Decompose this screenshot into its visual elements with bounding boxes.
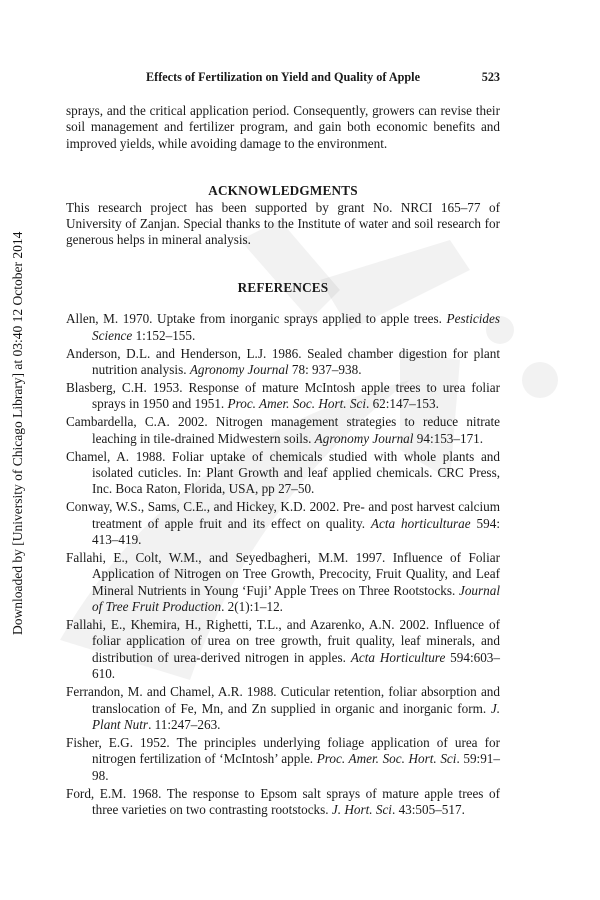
reference-text: Fallahi, E., Khemira, H., Righetti, T.L., and Azarenko, A.N. 2002. Influence of foliar application of urea on tree growth, fruit quality, leaf minerals, and distribution of urea-derived nitrogen in apples. <box>66 617 500 665</box>
reference-volume-pages: . 62:147–153. <box>365 396 439 412</box>
reference-volume-pages: 78: 937–938. <box>288 361 362 377</box>
reference-journal: Agronomy Journal <box>189 361 289 377</box>
reference-text: Ferrandon, M. and Chamel, A.R. 1988. Cuticular retention, foliar absorption and translocation of Fe, Mn, and Zn supplied in organic and inorganic form. <box>66 684 500 716</box>
reference-text: Cambardella, C.A. 2002. Nitrogen management strategies to reduce nitrate leaching in tile-drained Midwestern soils. <box>66 414 500 446</box>
page-body <box>66 103 500 820</box>
running-title: Effects of Fertilization on Yield and Quality of Apple <box>146 70 420 84</box>
intro-paragraph: sprays, and the critical application period. Consequently, growers can revise their soil management and fertilizer program, and gain both economic benefits and improved yields, while avoiding damage to the environment. <box>66 103 500 151</box>
reference-text: Ford, E.M. 1968. The response to Epsom salt sprays of mature apple trees of three varieties on two contrasting rootstocks. <box>66 785 500 818</box>
reference-volume-pages: . 59:91–98. <box>92 751 500 783</box>
reference-volume-pages: . 11:247–263. <box>148 717 221 732</box>
reference-journal: Proc. Amer. Soc. Hort. Sci <box>316 751 457 767</box>
reference-volume-pages: . 2(1):1–12. <box>221 599 283 615</box>
reference-entry <box>66 346 500 379</box>
reference-volume-pages: 94:153–171. <box>413 430 484 446</box>
reference-entry <box>66 499 500 548</box>
download-stamp: Downloaded by [University of Chicago Library] at 03:40 12 October 2014 <box>10 231 25 635</box>
reference-text: Blasberg, C.H. 1953. Response of mature McIntosh apple trees to urea foliar sprays in 1950 and 1951. <box>66 379 500 412</box>
reference-entry <box>66 380 500 413</box>
reference-entry <box>66 684 500 733</box>
reference-entry <box>66 786 500 819</box>
reference-entry <box>66 550 500 616</box>
reference-journal: Pesticides Science <box>92 311 500 343</box>
reference-journal: J. Plant Nutr <box>92 700 500 732</box>
reference-text: Fallahi, E., Colt, W.M., and Seyedbagheri, M.M. 1997. Influence of Foliar Application of Nitrogen on Tree Growth, Precocity, Fruit Quality, and Leaf Mineral Nutrients in Young ‘Fuji’ Apple Trees on Three Rootstocks. <box>66 549 500 598</box>
reference-entry <box>66 735 500 784</box>
reference-volume-pages: 594:603–610. <box>92 649 500 682</box>
reference-text: Allen, M. 1970. Uptake from inorganic sprays applied to apple trees. <box>66 311 447 327</box>
reference-list <box>66 311 500 818</box>
reference-journal: J. Hort. Sci <box>331 802 392 818</box>
reference-entry <box>66 311 500 344</box>
reference-text: Conway, W.S., Sams, C.E., and Hickey, K.D. 2002. Pre- and post harvest calcium treatment of apple fruit and its effect on quality. <box>66 499 500 531</box>
reference-journal: Proc. Amer. Soc. Hort. Sci <box>227 396 366 412</box>
reference-journal: Acta horticulturae <box>370 515 471 531</box>
references-heading: REFERENCES <box>237 279 329 295</box>
reference-volume-pages: 594: 413–419. <box>92 515 500 548</box>
reference-volume-pages: 1:152–155. <box>132 327 196 343</box>
reference-entry <box>66 617 500 683</box>
reference-text: Chamel, A. 1988. Foliar uptake of chemicals studied with whole plants and isolated cuticles. In: Plant Growth and leaf applied chemicals. CRC Press, Inc. Boca Raton, Florida, USA, pp 27–50. <box>66 448 500 497</box>
reference-entry <box>66 414 500 447</box>
reference-entry <box>66 449 500 498</box>
page-number: 523 <box>481 70 500 84</box>
acknowledgments-text: This research project has been supported by grant No. NRCI 165–77 of University of Zanjan. Special thanks to the Institute of water and soil research for generous helps in mineral analysis. <box>66 199 500 248</box>
reference-text: Fisher, E.G. 1952. The principles underlying foliage application of urea for nitrogen fertilization of ‘McIntosh’ apple. <box>66 734 500 767</box>
reference-journal: Journal of Tree Fruit Production <box>92 582 500 615</box>
acknowledgments-heading: ACKNOWLEDGMENTS <box>208 183 358 199</box>
reference-volume-pages: . 43:505–517. <box>391 802 465 818</box>
reference-journal: Acta Horticulture <box>350 649 446 665</box>
reference-text: Anderson, D.L. and Henderson, L.J. 1986. Sealed chamber digestion for plant nutrition analysis. <box>66 345 500 377</box>
reference-journal: Agronomy Journal <box>314 430 414 446</box>
